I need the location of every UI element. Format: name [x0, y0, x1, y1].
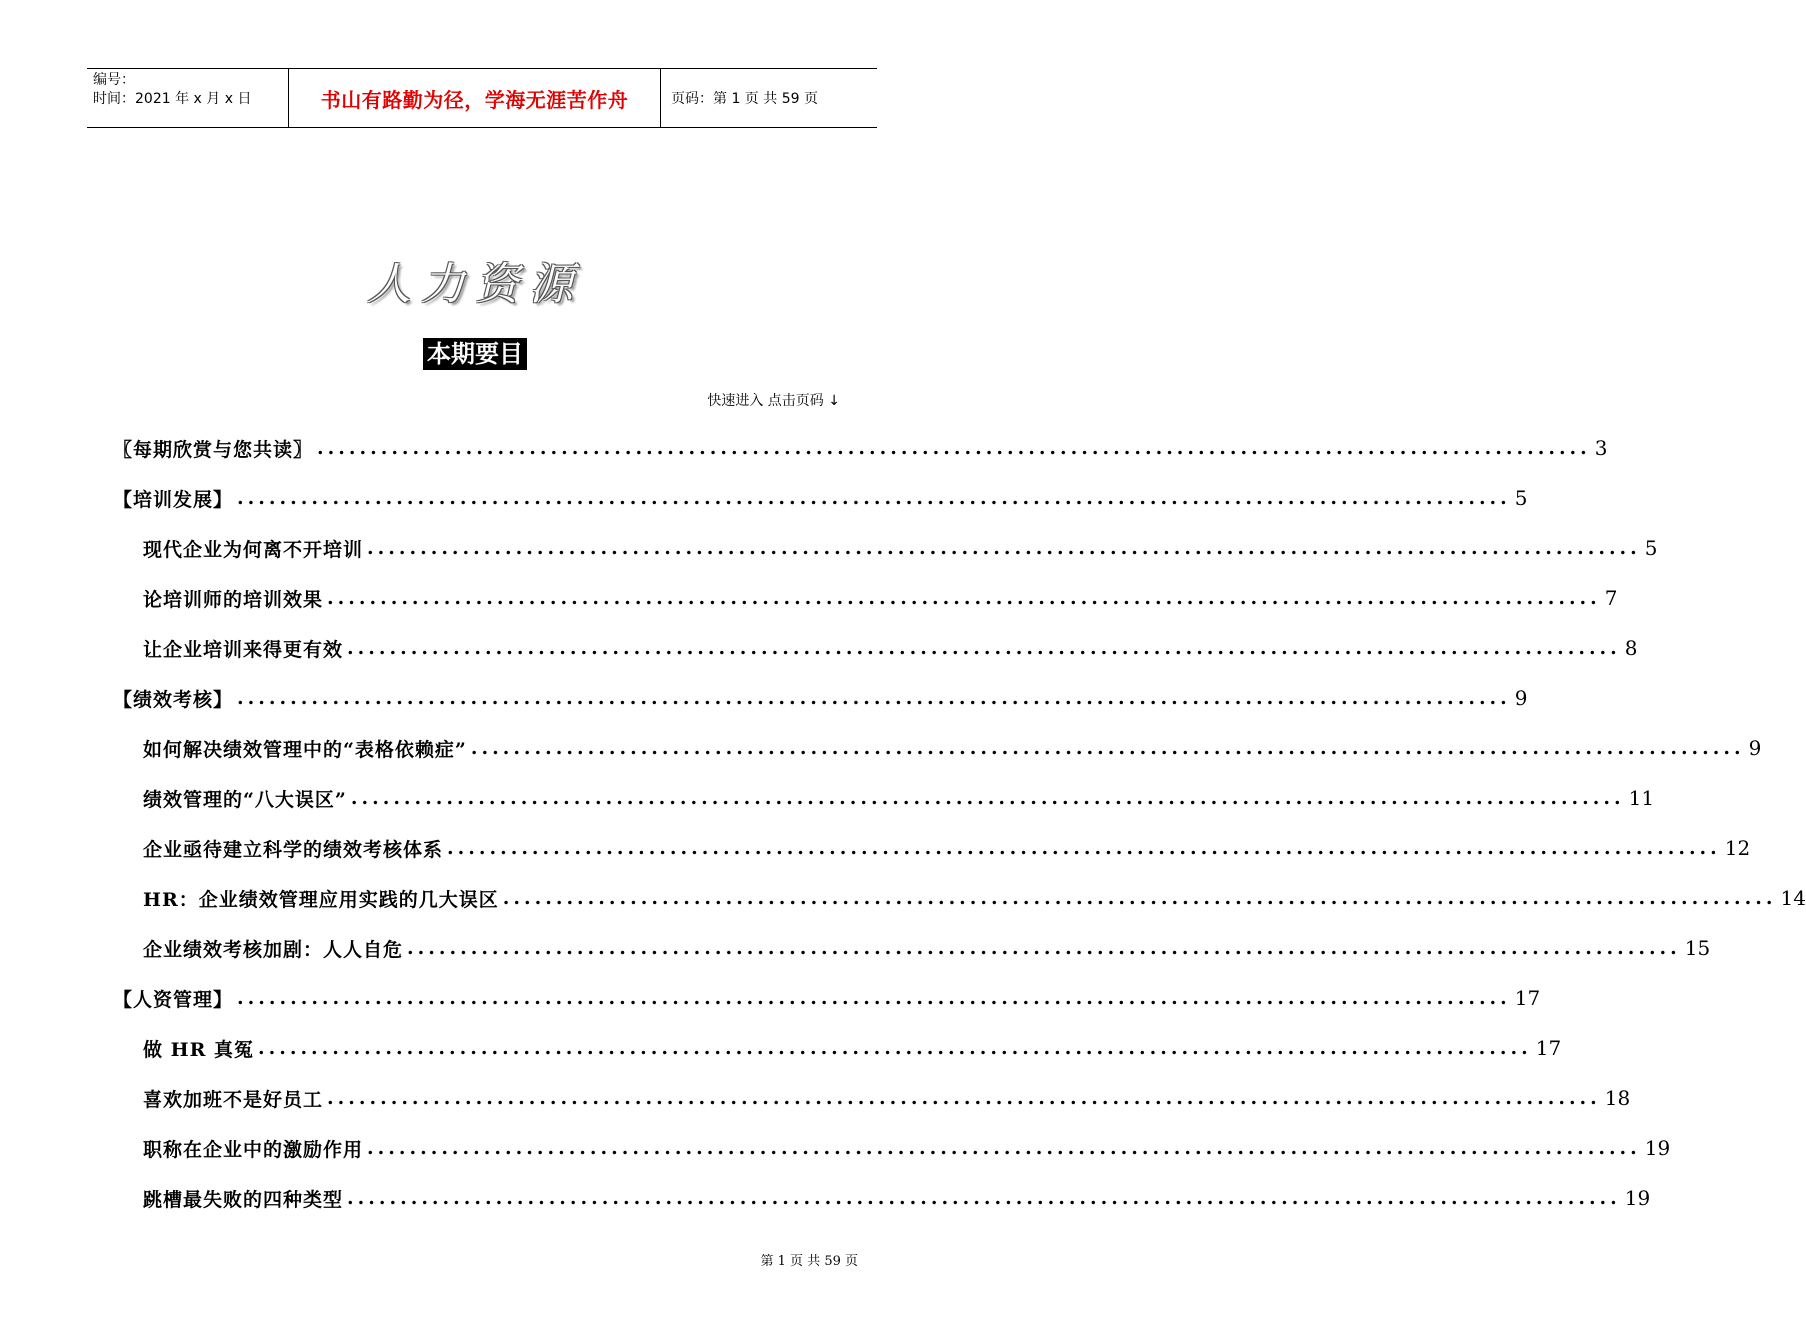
- toc-entry[interactable]: [113, 1023, 1562, 1073]
- toc-entry-page-link[interactable]: 11: [1628, 786, 1655, 810]
- toc-entry[interactable]: [113, 673, 1528, 723]
- toc-entry-title: 做 HR 真冤: [143, 1038, 254, 1061]
- toc-entry-title: 【培训发展】: [113, 488, 234, 511]
- toc-entry-title: 【人资管理】: [113, 988, 234, 1011]
- toc-entry[interactable]: [113, 1123, 1671, 1173]
- toc-entry-title: 企业亟待建立科学的绩效考核体系: [143, 838, 444, 861]
- toc-entry-title: 企业绩效考核加剧：人人自危: [143, 938, 404, 961]
- toc-entry[interactable]: [113, 473, 1528, 523]
- toc-entry-title: 如何解决绩效管理中的“表格依赖症”: [143, 738, 467, 761]
- toc-entry-title: HR：企业绩效管理应用实践的几大误区: [143, 888, 499, 911]
- issue-title-text: 本期要目: [423, 338, 527, 370]
- toc-entry-title: 【绩效考核】: [113, 688, 234, 711]
- toc-entry-title: 论培训师的培训效果: [143, 588, 324, 611]
- toc-entry[interactable]: [113, 773, 1655, 823]
- header-motto: 书山有路勤为径，学海无涯苦作舟: [289, 69, 661, 127]
- toc-entry-title: 职称在企业中的激励作用: [143, 1138, 364, 1161]
- toc-entry[interactable]: [113, 1173, 1651, 1223]
- toc-leader-dots: ........................................................................................................................: [502, 887, 1777, 909]
- toc-leader-dots: ........................................................................................................................: [470, 737, 1745, 759]
- toc-leader-dots: ........................................................................................................................: [327, 1087, 1601, 1109]
- toc-entry[interactable]: [113, 923, 1711, 973]
- toc-leader-dots: ........................................................................................................................: [367, 1137, 1641, 1159]
- toc-leader-dots: ........................................................................................................................: [237, 487, 1511, 509]
- header-page-info: 页码：第 1 页 共 59 页: [671, 91, 818, 107]
- toc-entry[interactable]: [113, 1073, 1631, 1123]
- toc-entry[interactable]: [113, 973, 1541, 1023]
- toc-entry-title: 喜欢加班不是好员工: [143, 1088, 324, 1111]
- toc-entry-page-link[interactable]: 19: [1624, 1186, 1651, 1210]
- page-footer: 第 1 页 共 59 页: [760, 1254, 858, 1269]
- toc-entry-page-link[interactable]: 17: [1535, 1036, 1562, 1060]
- toc-leader-dots: ........................................................................................................................: [257, 1037, 1532, 1059]
- toc-leader-dots: ........................................................................................................................: [407, 937, 1681, 959]
- toc-leader-dots: ........................................................................................................................: [237, 987, 1511, 1009]
- toc-entry-page-link[interactable]: 5: [1514, 486, 1528, 510]
- toc-entry-title: 〖每期欣赏与您共读〗: [113, 438, 314, 461]
- toc-entry-page-link[interactable]: 3: [1594, 436, 1608, 460]
- title-art: 人力资源: [367, 259, 583, 310]
- number-label: 编号：: [93, 72, 135, 88]
- time-label: 时间：2021 年 x 月 x 日: [93, 91, 252, 107]
- table-of-contents: [113, 423, 1806, 1223]
- toc-leader-dots: ........................................................................................................................: [327, 587, 1601, 609]
- quick-link[interactable]: 快速进入 点击页码 ↓: [707, 393, 840, 409]
- toc-entry-page-link[interactable]: 9: [1514, 686, 1528, 710]
- toc-entry-title: 让企业培训来得更有效: [143, 638, 344, 661]
- toc-entry-title: 跳槽最失败的四种类型: [143, 1188, 344, 1211]
- toc-leader-dots: ........................................................................................................................: [347, 1187, 1621, 1209]
- toc-entry[interactable]: [113, 523, 1658, 573]
- toc-entry-title: 现代企业为何离不开培训: [143, 538, 364, 561]
- toc-entry[interactable]: [113, 623, 1638, 673]
- toc-leader-dots: ........................................................................................................................: [367, 537, 1641, 559]
- toc-entry-page-link[interactable]: 15: [1684, 936, 1711, 960]
- toc-leader-dots: ........................................................................................................................: [447, 837, 1721, 859]
- toc-entry[interactable]: [113, 823, 1751, 873]
- toc-entry-page-link[interactable]: 8: [1624, 636, 1638, 660]
- toc-entry-page-link[interactable]: 5: [1644, 536, 1658, 560]
- toc-entry-page-link[interactable]: 9: [1748, 736, 1762, 760]
- header-meta: [87, 69, 289, 127]
- toc-leader-dots: ........................................................................................................................: [317, 437, 1591, 459]
- toc-leader-dots: ........................................................................................................................: [237, 687, 1511, 709]
- toc-entry-page-link[interactable]: 19: [1644, 1136, 1671, 1160]
- toc-entry-page-link[interactable]: 7: [1604, 586, 1618, 610]
- toc-entry-page-link[interactable]: 14: [1780, 886, 1806, 910]
- toc-leader-dots: ........................................................................................................................: [350, 787, 1625, 809]
- toc-entry[interactable]: [113, 873, 1806, 923]
- toc-entry-title: 绩效管理的“八大误区”: [143, 788, 347, 811]
- toc-entry[interactable]: [113, 573, 1618, 623]
- issue-title: [0, 338, 950, 370]
- toc-entry[interactable]: [113, 723, 1762, 773]
- toc-entry-page-link[interactable]: 18: [1604, 1086, 1631, 1110]
- toc-entry-page-link[interactable]: 12: [1724, 836, 1751, 860]
- toc-entry[interactable]: [113, 423, 1608, 473]
- page-header: [87, 68, 877, 128]
- toc-leader-dots: ........................................................................................................................: [347, 637, 1621, 659]
- toc-entry-page-link[interactable]: 17: [1514, 986, 1541, 1010]
